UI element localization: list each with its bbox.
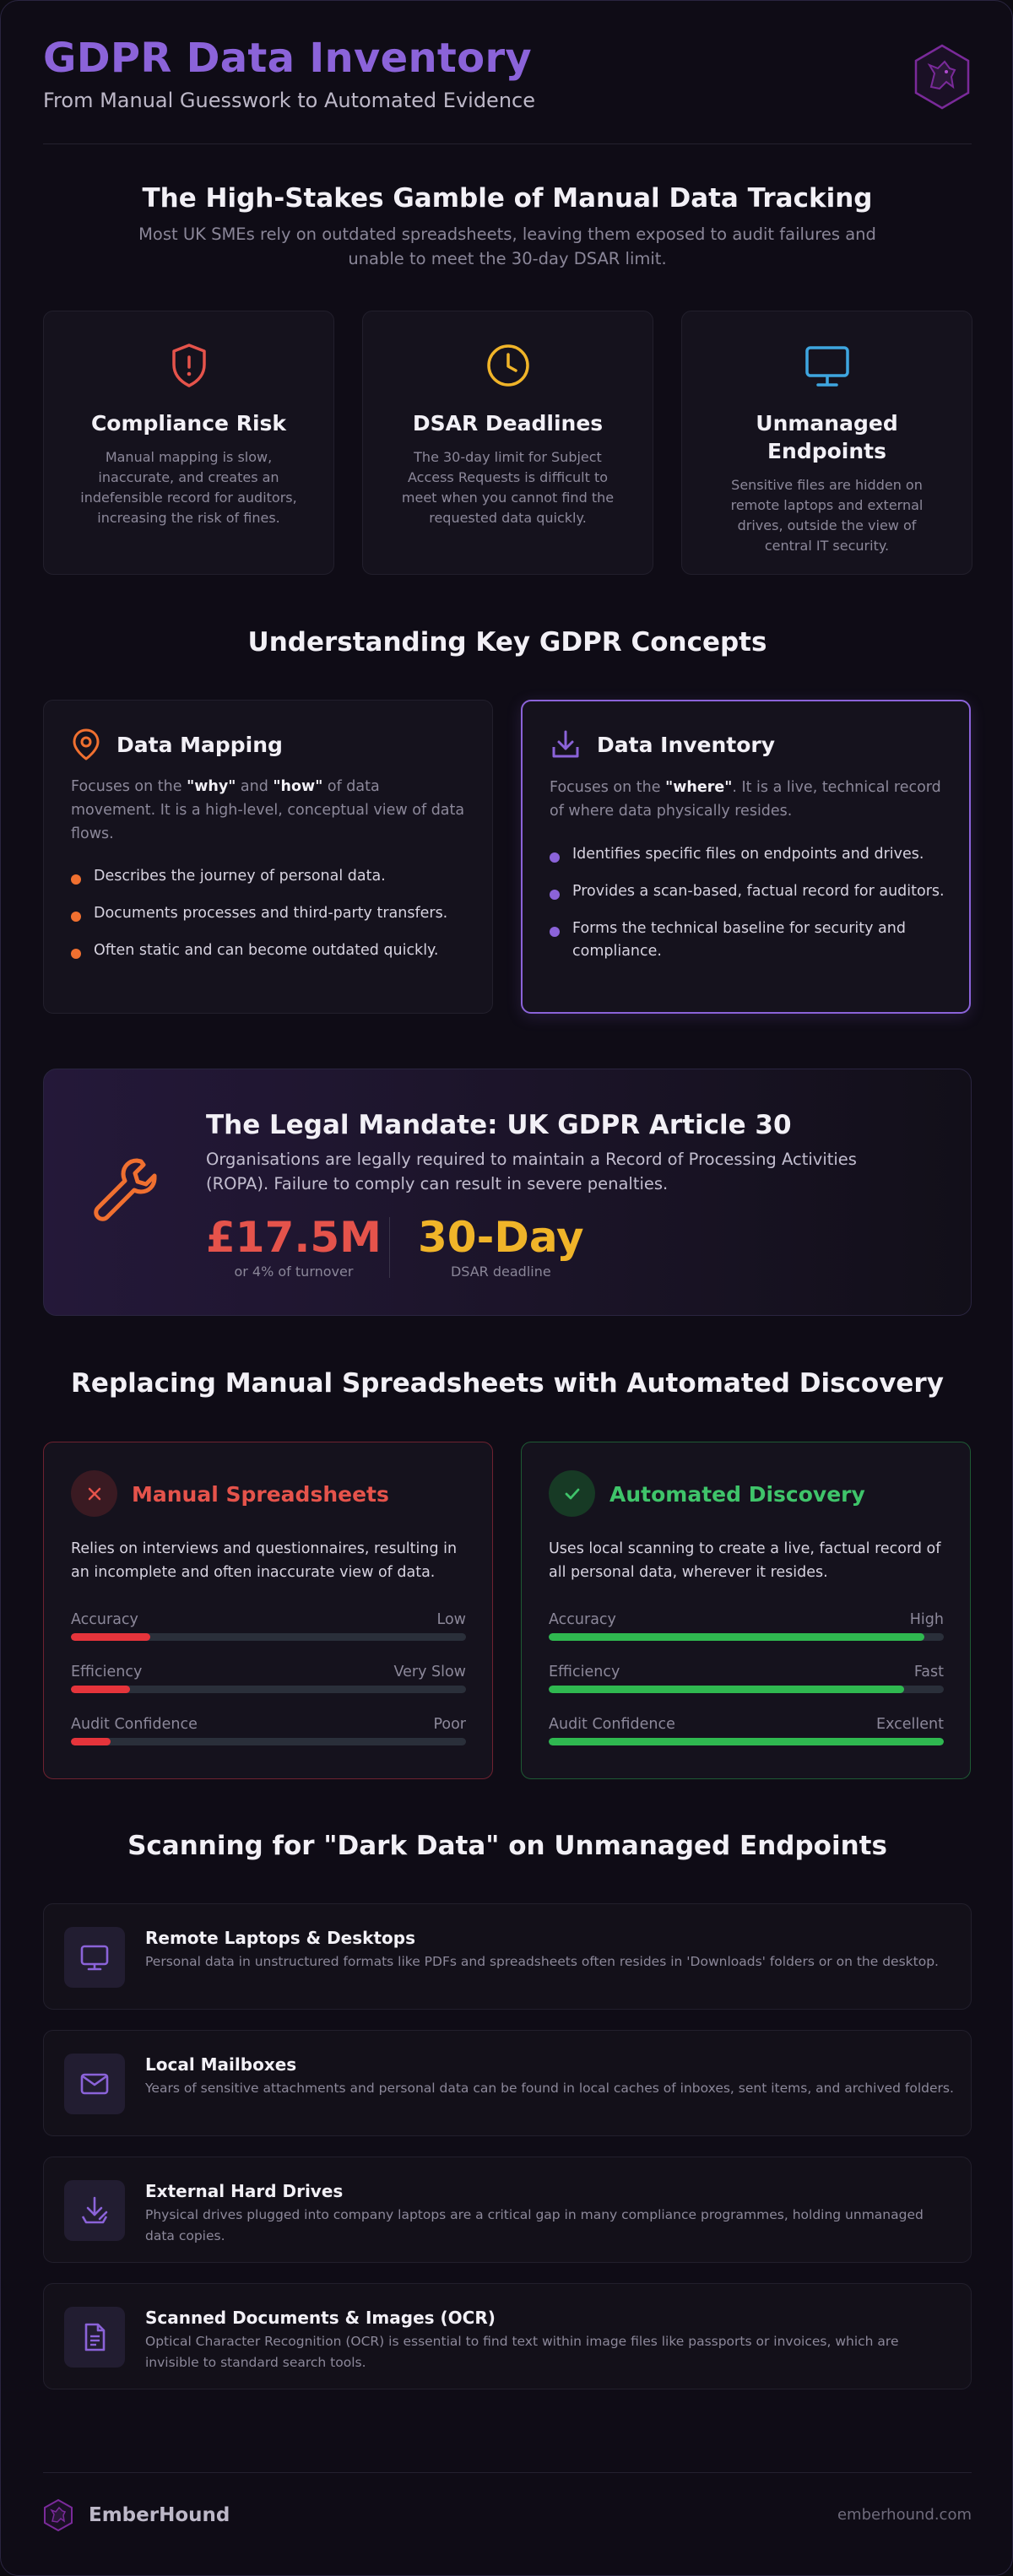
card-description: Focuses on the "where". It is a live, technical record of where data physically resides.: [550, 779, 941, 820]
map-pin-icon: [71, 728, 101, 761]
card-description: Focuses on the "why" and "how" of data movement. It is a high-level, conceptual view of data flows.: [71, 778, 465, 842]
list-item: Provides a scan-based, factual record for auditors.: [550, 880, 946, 903]
drive-download-icon: [79, 2194, 111, 2227]
item-title: Local Mailboxes: [145, 2054, 297, 2075]
bullet-list: [550, 843, 946, 977]
item-title: Scanned Documents & Images (OCR): [145, 2308, 496, 2328]
divider: [389, 1217, 390, 1278]
dsar-deadlines-card: [362, 311, 653, 575]
stat-value: 30-Day: [418, 1213, 584, 1262]
legal-mandate-panel: [43, 1069, 972, 1316]
header: [43, 35, 972, 144]
list-item: [43, 2030, 972, 2136]
item-title: External Hard Drives: [145, 2181, 344, 2201]
stat-value: £17.5M: [206, 1213, 382, 1262]
clock-icon: [483, 340, 534, 391]
dark-data-title: Scanning for "Dark Data" on Unmanaged Endpoints: [127, 1831, 887, 1861]
footer-brand: [43, 2498, 230, 2532]
hound-hexagon-icon: [913, 43, 972, 111]
footer-link[interactable]: emberhound.com: [837, 2506, 972, 2524]
item-title: Remote Laptops & Desktops: [145, 1928, 415, 1948]
hound-hexagon-icon: [43, 2498, 73, 2532]
monitor-icon: [79, 1941, 111, 1973]
card-text: Manual mapping is slow, inaccurate, and creates an indefensible record for auditors, increasing the risk of fines.: [80, 449, 297, 526]
page-title: GDPR Data Inventory: [43, 35, 533, 82]
list-item: Documents processes and third-party transfers.: [71, 902, 468, 925]
card-description: Relies on interviews and questionnaires, resulting in an incomplete and often inaccurate view of data.: [71, 1540, 458, 1581]
card-title: DSAR Deadlines: [412, 411, 604, 436]
fine-stat: [206, 1211, 382, 1280]
card-text: Sensitive files are hidden on remote laptops and external drives, outside the view of central IT security.: [730, 477, 924, 554]
monitor-icon: [802, 340, 853, 391]
dsar-stat: [418, 1211, 584, 1280]
bullet-list: [71, 865, 468, 977]
audit-confidence-metric: Audit Confidence Excellent: [549, 1716, 944, 1750]
card-text: The 30-day limit for Subject Access Requests is difficult to meet when you cannot find the requested data quickly.: [401, 449, 615, 526]
card-title: Data Inventory: [597, 732, 776, 757]
compliance-risk-card: [43, 311, 334, 575]
list-item: Identifies specific files on endpoints and drives.: [550, 843, 946, 866]
card-description: Uses local scanning to create a live, factual record of all personal data, wherever it resides.: [549, 1540, 941, 1581]
check-icon: [549, 1470, 595, 1517]
item-text: Physical drives plugged into company laptops are a critical gap in many compliance programmes, holding unmanaged data copies.: [145, 2207, 924, 2243]
legal-title: The Legal Mandate: UK GDPR Article 30: [206, 1110, 792, 1140]
efficiency-metric: Efficiency Fast: [549, 1664, 944, 1697]
list-item: [43, 2157, 972, 2263]
page-subtitle: From Manual Guesswork to Automated Evidence: [43, 89, 535, 112]
list-item: [43, 1903, 972, 2010]
stakes-subtitle: Most UK SMEs rely on outdated spreadsheets, leaving them exposed to audit failures and unable to meet the 30-day DSAR limit.: [138, 225, 876, 268]
download-tray-icon: [550, 728, 582, 760]
stakes-title: The High-Stakes Gamble of Manual Data Tracking: [142, 183, 873, 214]
list-item: Forms the technical baseline for security and compliance.: [550, 917, 946, 963]
data-inventory-card: [521, 700, 971, 1014]
manual-spreadsheets-card: [43, 1442, 493, 1779]
card-title: Manual Spreadsheets: [132, 1482, 389, 1507]
brand-name: EmberHound: [89, 2504, 230, 2526]
concepts-title: Understanding Key GDPR Concepts: [247, 627, 767, 658]
stat-label: DSAR deadline: [450, 1264, 551, 1280]
audit-confidence-metric: Audit Confidence Poor: [71, 1716, 466, 1750]
item-text: Personal data in unstructured formats like PDFs and spreadsheets often resides in 'Downloads' folders or on the desktop.: [145, 1954, 939, 1969]
footer: [43, 2472, 972, 2540]
close-icon: [71, 1470, 117, 1517]
card-title: Compliance Risk: [90, 411, 287, 436]
list-item: [43, 2283, 972, 2389]
legal-description: Organisations are legally required to maintain a Record of Processing Activities (ROPA). Failure to comply can result in severe penalties.: [206, 1150, 857, 1193]
card-title: Data Mapping: [116, 732, 283, 757]
list-item: Often static and can become outdated quickly.: [71, 939, 468, 962]
accuracy-metric: Accuracy High: [549, 1611, 944, 1645]
document-icon: [79, 2321, 111, 2353]
item-text: Optical Character Recognition (OCR) is essential to find text within image files like passports or invoices, which are invisible to standard search tools.: [145, 2334, 899, 2370]
replace-title: Replacing Manual Spreadsheets with Automated Discovery: [71, 1368, 944, 1399]
card-title: Unmanaged Endpoints: [756, 411, 898, 463]
wrench-icon: [88, 1152, 164, 1228]
accuracy-metric: Accuracy Low: [71, 1611, 466, 1645]
unmanaged-endpoints-card: [681, 311, 972, 575]
data-mapping-card: [43, 700, 493, 1014]
shield-alert-icon: [164, 340, 214, 391]
item-text: Years of sensitive attachments and personal data can be found in local caches of inboxes, sent items, and archived folders.: [145, 2081, 954, 2096]
mail-icon: [79, 2068, 111, 2100]
list-item: Describes the journey of personal data.: [71, 865, 468, 888]
card-title: Automated Discovery: [609, 1482, 865, 1507]
efficiency-metric: Efficiency Very Slow: [71, 1664, 466, 1697]
automated-discovery-card: [521, 1442, 971, 1779]
stat-label: or 4% of turnover: [234, 1264, 354, 1280]
